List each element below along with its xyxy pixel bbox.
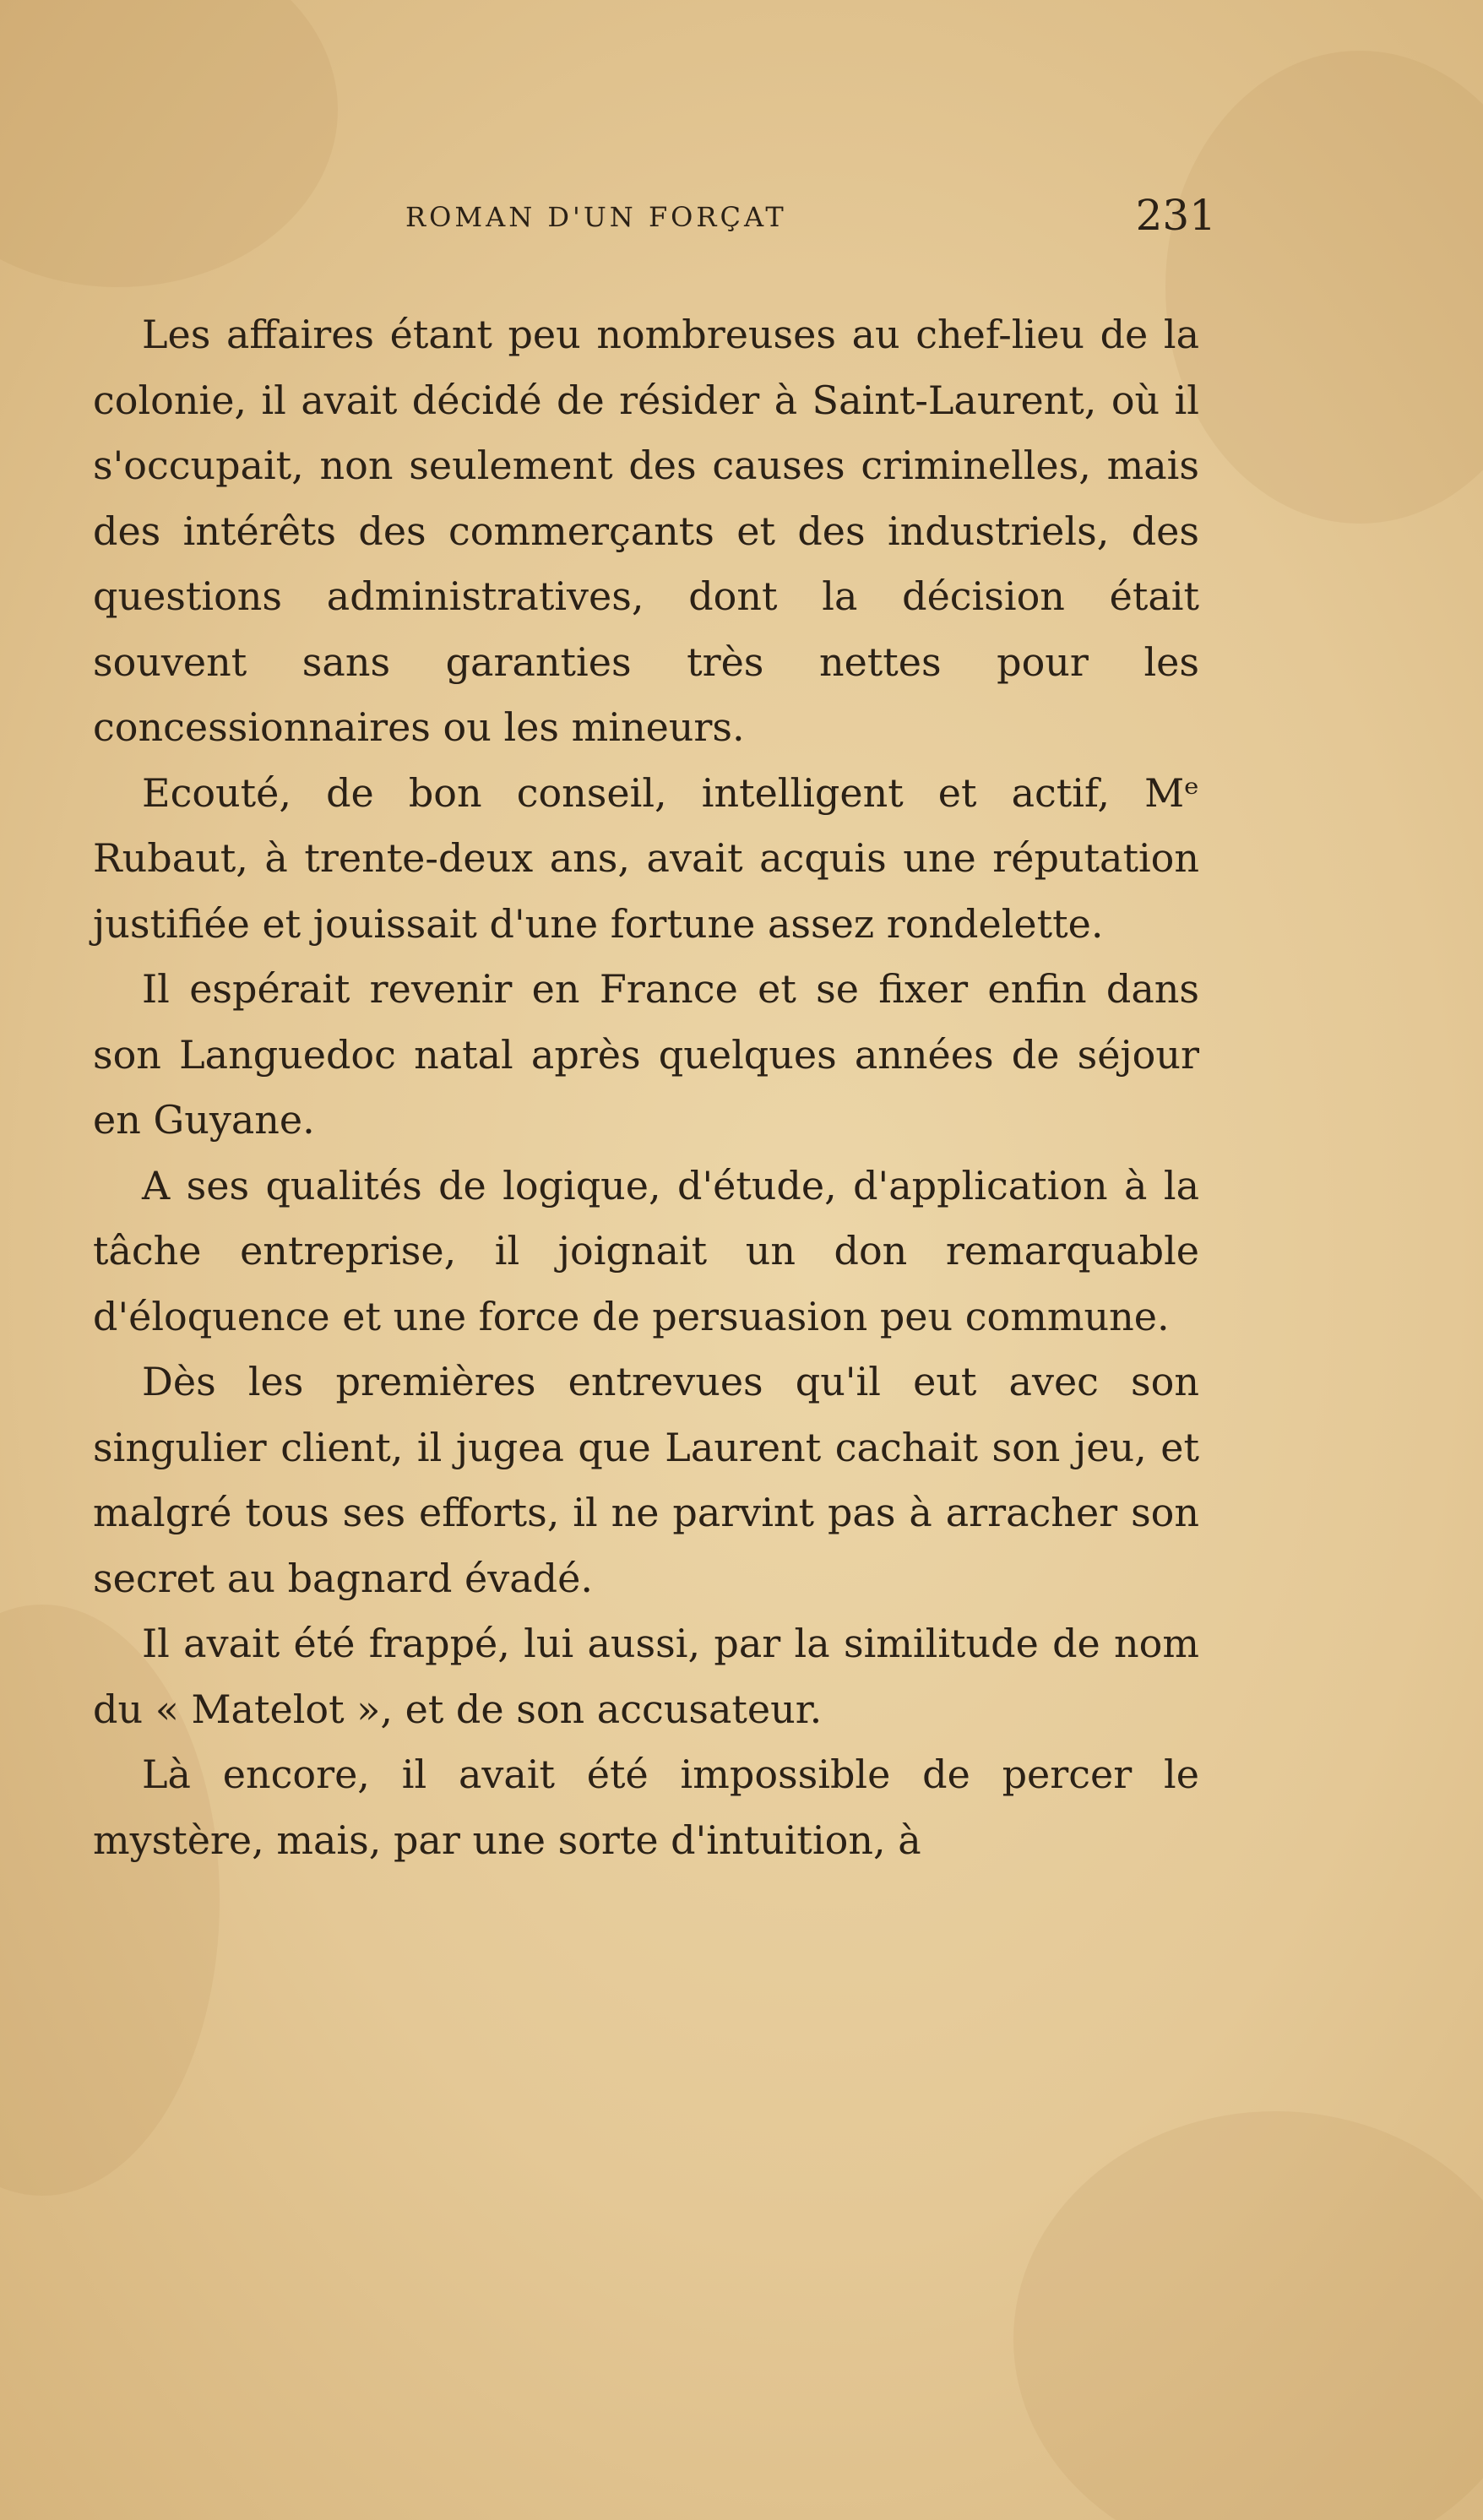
paragraph: Là encore, il avait été impossible de percer le mystère, mais, par une sorte d'intuition, à [93, 1752, 1199, 1863]
paragraph: A ses qualités de logique, d'étude, d'application à la tâche entreprise, il joignait un don remarquable d'éloquence et une force de persuasion peu commune. [93, 1162, 1199, 1339]
paragraph: Dès les premières entrevues qu'il eut avec son singulier client, il jugea que Laurent cachait son jeu, et malgré tous ses efforts, il ne parvint pas à arracher son secret au bagnard évadé. [93, 1359, 1199, 1601]
paragraph: Il avait été frappé, lui aussi, par la similitude de nom du « Matelot », et de son accusateur. [93, 1621, 1199, 1732]
paragraph: Les affaires étant peu nombreuses au chef-lieu de la colonie, il avait décidé de résider à Saint-Laurent, où il s'occupait, non seulement des causes criminelles, mais des intérêts des commerçants et des industriels, des questions administratives, dont la décision était souvent sans garanties très nettes pour les concessionnaires ou les mineurs. [93, 312, 1199, 750]
paragraph: Il espérait revenir en France et se fixer enfin dans son Languedoc natal après quelques années de séjour en Guyane. [93, 966, 1199, 1143]
paragraph: Ecouté, de bon conseil, intelligent et actif, Mᵉ Rubaut, à trente-deux ans, avait acquis une réputation justifiée et jouissait d'une fortune assez rondelette. [93, 769, 1199, 947]
page-header [127, 191, 1216, 250]
running-title: ROMAN D'UN FORÇAT [405, 201, 787, 233]
paper-stain [1165, 51, 1483, 524]
page-number: 231 [1135, 191, 1216, 240]
body-text [93, 302, 1199, 1873]
paper-stain [1013, 2111, 1483, 2520]
